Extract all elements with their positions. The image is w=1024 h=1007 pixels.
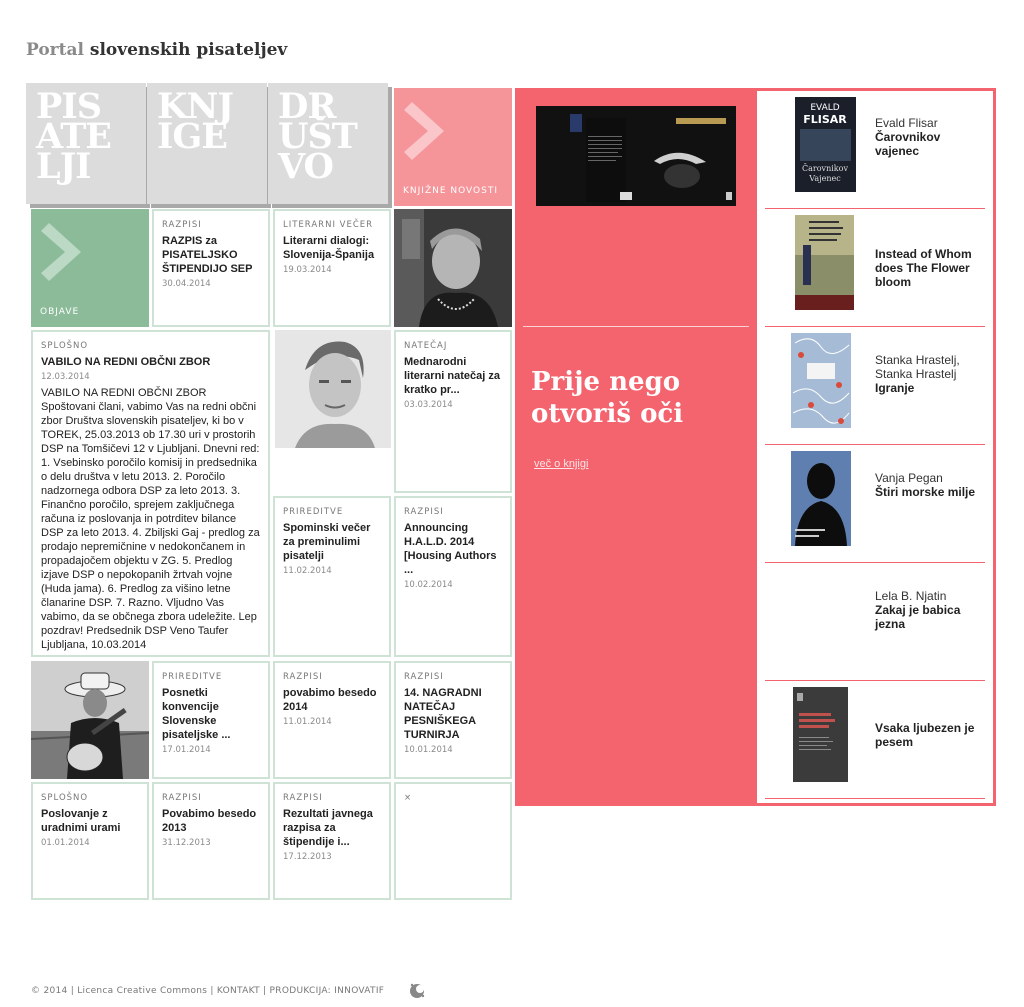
news-category: NATEČAJ (404, 341, 448, 351)
news-title: Povabimo besedo 2013 (162, 808, 257, 834)
featured-book-headline[interactable]: Prije nego otvoriš oči (531, 367, 684, 429)
news-item[interactable] (394, 330, 512, 493)
featured-book-panel (515, 88, 757, 806)
book-list (757, 88, 996, 806)
news-item[interactable] (152, 661, 270, 779)
news-title: Posnetki konvencije Slovenske pisateljske ... (162, 687, 231, 741)
author-photo-woman[interactable] (394, 209, 512, 327)
book-cover (791, 451, 851, 546)
guitarist-image (31, 661, 149, 779)
empty-cell (394, 782, 512, 900)
news-category: SPLOŠNO (41, 341, 89, 351)
book-item[interactable] (765, 563, 985, 681)
book-title: Štiri morske milje (875, 485, 976, 499)
news-item[interactable] (31, 782, 149, 900)
book-item[interactable] (765, 445, 985, 563)
book-title: Igranje (875, 381, 915, 395)
book-cover (795, 215, 854, 310)
book-cover-image (795, 97, 856, 192)
news-category: RAZPISI (283, 793, 323, 803)
book-author: Evald Flisar (875, 116, 938, 130)
book-title: Zakaj je babica jezna (875, 603, 961, 631)
news-date: 11.02.2014 (283, 566, 332, 576)
news-item[interactable] (152, 782, 270, 900)
news-category: RAZPISI (283, 672, 323, 682)
nav-tile-drustvo[interactable] (268, 83, 388, 204)
news-title: povabimo besedo 2014 (283, 687, 377, 713)
book-cover-image (795, 215, 854, 310)
portrait-image (394, 209, 512, 327)
book-title: Čarovnikov vajenec (875, 130, 941, 158)
news-title: Spominski večer za preminulimi pisatelji (283, 522, 371, 562)
book-item[interactable] (765, 681, 985, 799)
innovatif-logo-icon[interactable] (408, 982, 426, 1000)
book-cover-image (793, 687, 848, 782)
news-item[interactable] (273, 782, 391, 900)
news-date: 31.12.2013 (162, 838, 211, 848)
chevron-right-icon (404, 102, 446, 160)
book-item[interactable] (765, 91, 985, 209)
author-photo-man[interactable] (275, 330, 391, 448)
news-date: 17.01.2014 (162, 745, 211, 755)
book-cover-image (536, 106, 736, 206)
book-cover (791, 333, 851, 428)
nav-label-drustvo: DR UŠT VO (278, 86, 357, 187)
news-title: RAZPIS za PISATELJSKO ŠTIPENDIJO SEP (162, 235, 253, 275)
knjizne-novosti-tile[interactable] (394, 88, 512, 206)
book-author: Vanja Pegan (875, 471, 943, 485)
portrait-image (275, 330, 391, 448)
footer-text[interactable]: © 2014 | Licenca Creative Commons | KONTAKT | PRODUKCIJA: INNOVATIF (31, 986, 385, 996)
nav-tile-pisatelji[interactable] (26, 83, 146, 204)
news-date: 30.04.2014 (162, 279, 211, 289)
photo-guitarist[interactable] (31, 661, 149, 779)
featured-book-cover[interactable] (536, 106, 736, 206)
book-item[interactable] (765, 209, 985, 327)
news-body: VABILO NA REDNI OBČNI ZBOR Spoštovani člani, vabimo Vas na redni občni zbor Društva slovenskih pisateljev, ki bo v TOREK, 25.03.2013 ob 17.30 uri v prostorih DSP na Tomšičevi 12 v Ljubljani. Dnevni red: 1. Vsebinsko poročilo komisij in predsednika o delu društva v letu 2013. 2. Poročilo nadzornega odbora DSP za leto 2013. 3. Finančno poročilo, sprejem zaključnega računa iz poslovanja in potrditev bilance DSP za leto 2013. 4. Zbiljski Gaj - predlog za prodajo nepremičnine v nedokončanem in propadajočem objektu v ZG. 5. Predlog izjave DSP o nepokopanih žrtvah vojne (Huda jama). 6. Predlog za višino letne članarine DSP. 7. Razno. Vljudno Vas vabimo, da se občnega zbora udeležite. Lep pozdrav! Predsednik DSP Veno Taufer Ljubljana, 10.03.2014 (41, 387, 260, 651)
news-title: Mednarodni literarni natečaj za kratko pr... (404, 356, 500, 396)
news-item[interactable] (273, 661, 391, 779)
close-icon[interactable]: × (404, 793, 413, 803)
news-category: RAZPISI (404, 672, 444, 682)
news-title: 14. NAGRADNI NATEČAJ PESNIŠKEGA TURNIRJA (404, 687, 482, 741)
news-title: VABILO NA REDNI OBČNI ZBOR (41, 356, 211, 368)
news-item[interactable] (394, 496, 512, 657)
news-date: 10.02.2014 (404, 580, 453, 590)
news-title: Literarni dialogi: Slovenija-Španija (283, 235, 375, 261)
news-category: RAZPISI (162, 220, 202, 230)
site-title-prefix: Portal (26, 40, 84, 60)
book-item[interactable] (765, 327, 985, 445)
nav-label-pisatelji: PIS ATE LJI (36, 86, 111, 187)
book-title: Vsaka ljubezen je pesem (875, 721, 975, 749)
news-category: RAZPISI (162, 793, 202, 803)
featured-book-link[interactable]: več o knjigi (534, 458, 589, 470)
knjizne-novosti-label: KNJIŽNE NOVOSTI (403, 186, 498, 196)
news-date: 01.01.2014 (41, 838, 90, 848)
divider (523, 326, 749, 327)
news-date: 10.01.2014 (404, 745, 453, 755)
cover-text: Čarovnikov (802, 164, 848, 173)
news-category: LITERARNI VEČER (283, 220, 374, 230)
book-cover (795, 97, 856, 192)
news-date: 03.03.2014 (404, 400, 453, 410)
site-title[interactable] (26, 40, 287, 60)
nav-tile-knjige[interactable] (147, 83, 267, 204)
cover-text: FLISAR (803, 113, 847, 126)
news-item-featured[interactable] (31, 330, 270, 657)
book-author: Lela B. Njatin (875, 589, 947, 603)
cover-text: Vajenec (809, 174, 841, 183)
news-title: Poslovanje z uradnimi urami (41, 808, 121, 834)
news-category: PRIREDITVE (162, 672, 223, 682)
news-date: 12.03.2014 (41, 372, 90, 382)
news-title: Announcing H.A.L.D. 2014 [Housing Authors ... (404, 522, 497, 576)
news-date: 11.01.2014 (283, 717, 332, 727)
news-item[interactable] (394, 661, 512, 779)
site-title-main: slovenskih pisateljev (89, 40, 288, 60)
news-item[interactable] (273, 209, 391, 327)
news-item[interactable] (273, 496, 391, 657)
nav-label-knjige: KNJ IGE (157, 86, 233, 157)
news-date: 17.12.2013 (283, 852, 332, 862)
news-category: PRIREDITVE (283, 507, 344, 517)
book-cover-image (791, 451, 851, 546)
objave-tile[interactable] (31, 209, 149, 327)
book-cover (793, 687, 848, 782)
book-cover-image (791, 333, 851, 428)
book-title: Instead of Whom does The Flower bloom (875, 247, 972, 289)
chevron-right-icon (41, 223, 83, 281)
book-author: Stanka Hrastelj, Stanka Hrastelj (875, 353, 960, 381)
cover-text: EVALD (810, 103, 840, 113)
news-title: Rezultati javnega razpisa za štipendije i... (283, 808, 373, 848)
objave-label: OBJAVE (40, 307, 80, 317)
news-category: SPLOŠNO (41, 793, 89, 803)
news-date: 19.03.2014 (283, 265, 332, 275)
news-category: RAZPISI (404, 507, 444, 517)
news-item[interactable] (152, 209, 270, 327)
